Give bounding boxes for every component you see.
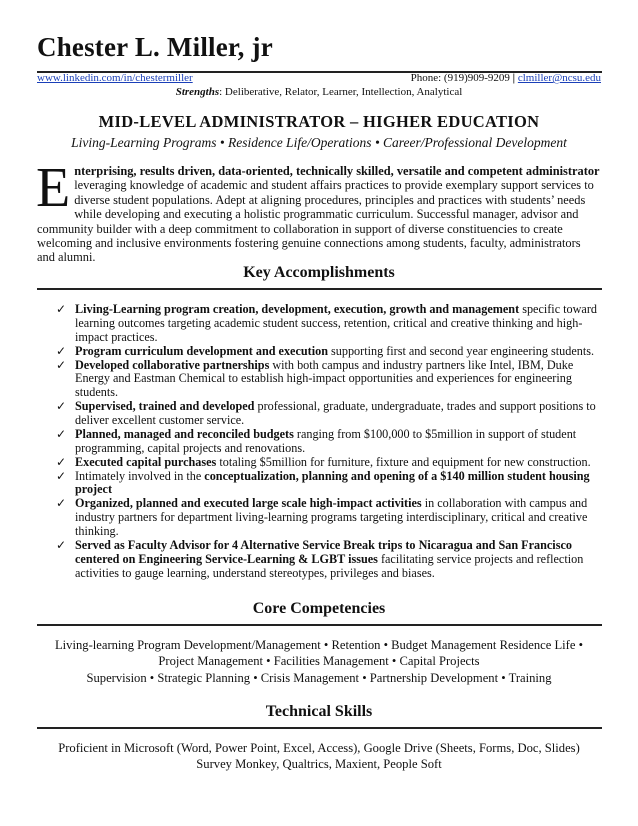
strengths-list: : Deliberative, Relator, Learner, Intellection, Analytical: [219, 86, 463, 98]
competencies-divider: [37, 624, 602, 626]
accomplishments-title: Key Accomplishments: [243, 264, 395, 281]
check-icon: ✓: [56, 538, 67, 553]
skills-divider: [37, 727, 602, 729]
summary-paragraph: [36, 157, 601, 265]
list-item: ✓ Planned, managed and reconciled budgets ranging from $100,000 to $5million in support of student programming, capital projects and renovations.: [56, 426, 577, 455]
strengths-label: Strengths: [175, 86, 220, 98]
check-icon: ✓: [56, 454, 67, 469]
list-item: ✓ Intimately involved in the conceptualization, planning and opening of a $140 million student housing project: [56, 468, 590, 497]
summary-lead: nterprising, results driven, data-oriented, technically skilled, versatile and competent administrator: [74, 164, 600, 178]
skills-block: [0, 740, 638, 773]
check-icon: ✓: [56, 496, 67, 511]
accomplishments-divider: [37, 288, 602, 290]
list-item: ✓ Served as Faculty Advisor for 4 Alternative Service Break trips to Nicaragua and San Francisco centered on Engineering Service-Learning & LGBT issues facilitating service projects and reflection activities to gauge learning, understand stereotypes, privileges and biases.: [56, 538, 584, 580]
email-link[interactable]: clmiller@ncsu.edu: [517, 72, 601, 84]
summary-dropcap: E: [36, 157, 71, 219]
skills-line-2: Survey Monkey, Qualtrics, Maxient, People Soft: [196, 757, 442, 772]
contact-row: [37, 72, 601, 85]
contact-right: [411, 72, 601, 85]
check-icon: ✓: [56, 357, 67, 372]
phone-number: (919)909-9209: [443, 72, 510, 84]
check-icon: ✓: [56, 426, 67, 441]
skills-line-1: Proficient in Microsoft (Word, Power Point, Excel, Access), Google Drive (Sheets, Forms, Doc, Slides): [58, 741, 580, 755]
list-item: ✓ Program curriculum development and execution supporting first and second year engineering students.: [56, 343, 595, 358]
summary-body: leveraging knowledge of academic and student affairs practices to provide exemplary support services to diverse student populations. Adept at aligning procedures, principles and practices with students’ needs while developing and executing a holistic programmatic curriculum. Successful manager, advisor and community builder with a deep commitment to collaboration in support of diverse constituencies to create welcoming and inclusive environments fostering genuine connections among students, faculty, administrators and alumni.: [37, 178, 594, 265]
candidate-name: Chester L. Miller, jr: [37, 32, 273, 62]
competencies-title: Core Competencies: [252, 600, 386, 617]
contact-separator: |: [512, 72, 516, 84]
headline-subtitle: Living-Learning Programs • Residence Life/Operations • Career/Professional Development: [71, 135, 567, 150]
strengths-line: [0, 86, 638, 98]
list-item: ✓ Living-Learning program creation, development, execution, growth and management specific toward learning outcomes targeting academic student success, retention, critical and creative thinking and high-impact practices.: [56, 302, 597, 344]
headline-title: MID-LEVEL ADMINISTRATOR – HIGHER EDUCATION: [98, 112, 540, 131]
linkedin-link[interactable]: www.linkedin.com/in/chestermiller: [37, 72, 193, 84]
competencies-line-1: Living-learning Program Development/Management • Retention • Budget Management Residence Life •: [54, 638, 584, 652]
list-item: ✓ Developed collaborative partnerships with both campus and industry partners like Intel, IBM, Duke Energy and Eastman Chemical to establish high-impact opportunities and experiences for engineering students.: [56, 357, 574, 400]
list-item: ✓ Organized, planned and executed large scale high-impact activities in collaboration with campus and industry partners for department living-learning programs targeting interdisciplinary, critical and creative thinking.: [56, 496, 588, 539]
competencies-line-2: Project Management • Facilities Management • Capital Projects: [158, 654, 480, 669]
check-icon: ✓: [56, 343, 67, 358]
competencies-block: [0, 637, 638, 686]
check-icon: ✓: [56, 468, 67, 483]
list-item: ✓ Supervised, trained and developed professional, graduate, undergraduate, trades and support positions to deliver excellent customer service.: [56, 399, 596, 427]
list-item: ✓ Executed capital purchases totaling $5million for furniture, fixture and equipment for new construction.: [56, 454, 591, 469]
competencies-line-3: Supervision • Strategic Planning • Crisis Management • Partnership Development • Training: [86, 670, 552, 685]
phone-label: Phone:: [410, 72, 442, 84]
skills-title: Technical Skills: [265, 703, 373, 720]
check-icon: ✓: [56, 399, 67, 414]
accomplishments-list: [56, 303, 602, 581]
check-icon: ✓: [56, 302, 67, 316]
